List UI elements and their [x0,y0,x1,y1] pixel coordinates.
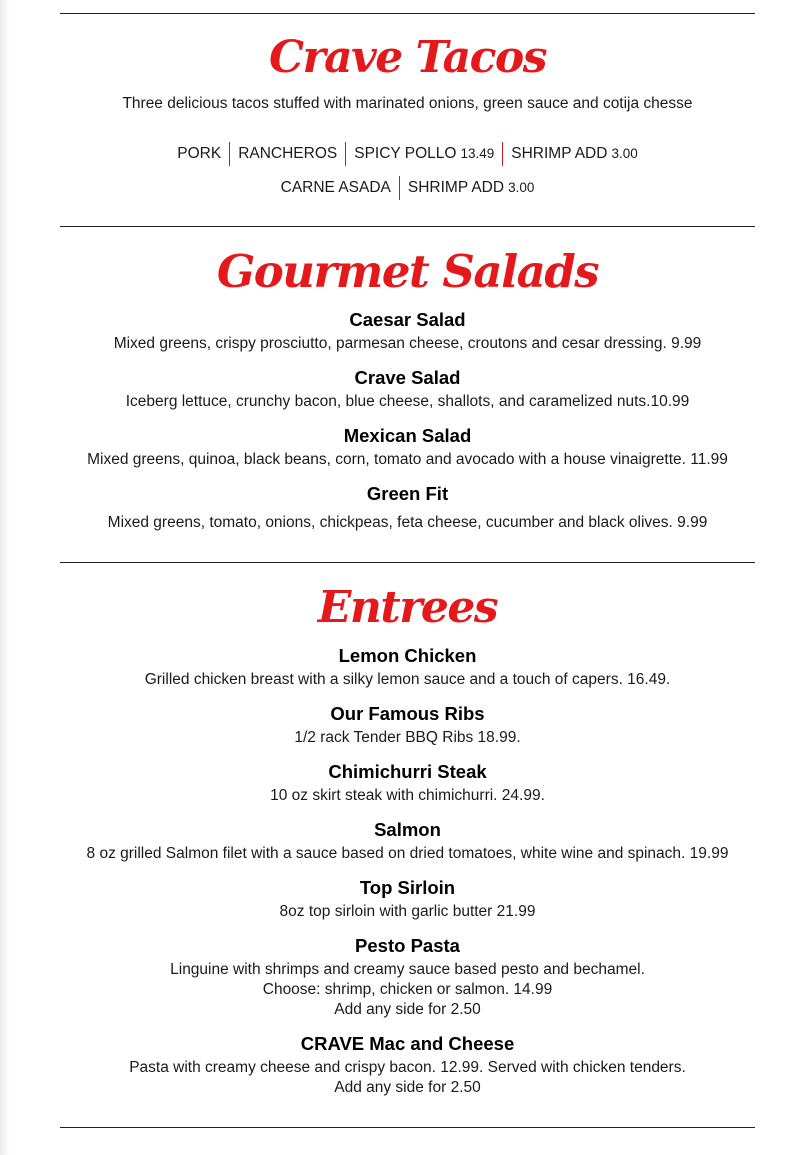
menu-item-name: CRAVE Mac and Cheese [300,1033,515,1054]
menu-item-description: Pasta with creamy cheese and crispy bacon. 12.99. Served with chicken tenders. [129,1059,686,1076]
taco-price: 13.49 [460,146,495,161]
menu-item-description: Mixed greens, quinoa, black beans, corn, tomato and avocado with a house vinaigrette. 11.99 [87,451,728,468]
menu-item-name: Our Famous Ribs [330,703,485,724]
taco-options-row-2 [0,176,795,200]
taco-price: 3.00 [508,180,535,195]
section-divider [60,562,755,563]
taco-options-row-1 [0,142,795,166]
menu-item-description: 1/2 rack Tender BBQ Ribs 18.99. [294,729,521,746]
taco-price: 3.00 [611,146,638,161]
taco-option-shrimp-add: SHRIMP ADD 3.00 [399,176,542,200]
menu-item-description: Mixed greens, crispy prosciutto, parmesan cheese, croutons and cesar dressing. 9.99 [113,335,702,352]
section-title-tacos: Crave Tacos [268,32,547,83]
menu-item-description: Grilled chicken breast with a silky lemon sauce and a touch of capers. 16.49. [144,671,671,688]
section-title-next-cutoff [0,1141,795,1155]
taco-option-rancheros: RANCHEROS [229,142,345,166]
menu-item-name: Pesto Pasta [355,935,460,956]
taco-option-shrimp-add: SHRIMP ADD 3.00 [502,142,645,166]
menu-item-name: Chimichurri Steak [328,761,487,782]
section-divider [60,1127,755,1128]
menu-item-name: Lemon Chicken [338,645,477,666]
tacos-description: Three delicious tacos stuffed with marinated onions, green sauce and cotija chesse [122,95,693,112]
section-divider [60,13,755,14]
section-title-salads: Gourmet Salads [216,245,599,298]
taco-option-carne-asada: CARNE ASADA [280,179,391,196]
menu-item-description: Add any side for 2.50 [334,1079,481,1096]
menu-item-name: Green Fit [366,483,449,504]
menu-item-name: Mexican Salad [343,425,472,446]
section-title-entrees: Entrees [317,582,498,633]
menu-item-name: Crave Salad [354,367,461,388]
menu-item-name: Salmon [374,819,441,840]
menu-item-description: 8oz top sirloin with garlic butter 21.99 [279,903,536,920]
section-divider [60,226,755,227]
menu-item-description: 8 oz grilled Salmon filet with a sauce based on dried tomatoes, white wine and spinach. 19.99 [86,845,729,862]
menu-item-description: Choose: shrimp, chicken or salmon. 14.99 [262,981,553,998]
taco-option-spicy-pollo: SPICY POLLO 13.49 [345,142,502,166]
menu-item-name: Caesar Salad [349,309,466,330]
menu-item-name: Top Sirloin [359,877,456,898]
menu-item-description: Linguine with shrimps and creamy sauce based pesto and bechamel. [170,961,645,978]
menu-item-description: 10 oz skirt steak with chimichurri. 24.99. [270,787,545,804]
taco-option-pork: PORK [177,145,222,162]
menu-item-description: Mixed greens, tomato, onions, chickpeas, feta cheese, cucumber and black olives. 9.99 [107,514,708,531]
menu-item-description: Add any side for 2.50 [334,1001,481,1018]
menu-item-description: Iceberg lettuce, crunchy bacon, blue cheese, shallots, and caramelized nuts.10.99 [125,393,690,410]
